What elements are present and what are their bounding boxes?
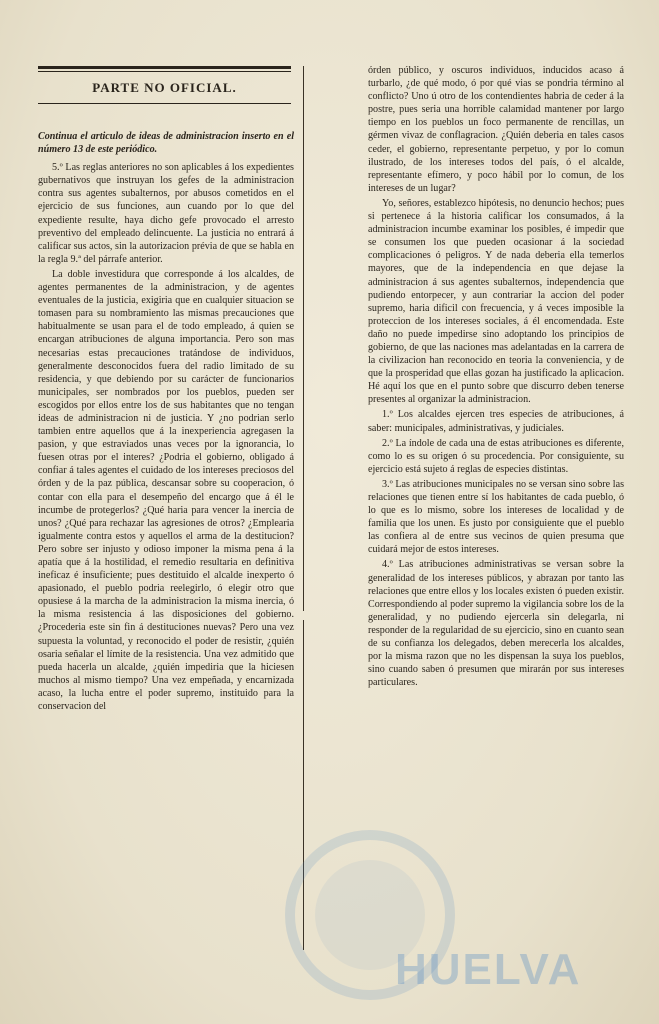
paragraph: 3.º Las atribuciones municipales no se versan sino sobre las relaciones que tienen entre sí los habitantes de cada pueblo, ó lo que es lo mismo, sobre los intereses de localidad y de familia que los unen. Es justo por consiguiente que el pueblo las confiera al de entre sus vecinos de quien presuma que cuidará mejor de estos intereses. (368, 478, 624, 556)
watermark-text: HUELVA (395, 945, 582, 994)
paragraph: Yo, señores, establezco hipótesis, no denuncio hechos; pues si pertenece á la historia calificar los consumados, á la administracion incumbe examinar los posibles, é impedir que se consumen los que pueden ocasionar á la sociedad complicaciones ó peligros. Y de nada deberia ella temerlos mayores, que de la independencia en que dejase la administracion á sus agentes subalternos, independencia que pudiendo entorpecer, y aun contrariar la accion del poder supremo, haria dificil con frecuencia, y á veces imposible la proteccion de los intereses sociales, á él encomendada. Este daño no puede impedirse sino adoptando los principios de gobierno, de que las naciones mas adelantadas en la carrera de la civilizacion han reconocido en teoria la conveniencia, y de que la prosperidad que ellas gozan ha justificado la aplicacion. Hé aquí los que en el punto sobre que discurro deben tenerse presentes al organizar la administracion. (368, 197, 624, 406)
paragraph: 2.º La índole de cada una de estas atribuciones es diferente, como lo es su origen ó su procedencia. Por consiguiente, su ejercicio está sujeto á reglas de especies distintas. (368, 437, 624, 475)
top-rule (38, 66, 291, 69)
right-column (368, 64, 624, 689)
paragraph: 5.º Las reglas anteriores no son aplicables á los expedientes gubernativos que instruyan los gefes de la administracion contra sus agentes subalternos, por abusos cometidos en el ejercicio de sus funciones, aun cuando por lo que del expediente resulte, haya dicho gefe provocado el arresto preventivo del empleado delincuente. La justicia no entrará á calificar sus actos, sin la autorizacion prévia de que se habla en la regla 9.ª del párrafe anterior. (38, 162, 294, 265)
column-divider (303, 66, 304, 611)
paragraph: órden público, y oscuros individuos, inducidos acaso á turbarlo, ¿de qué modo, ó por qué vias se pondria término al conflicto? Uno ú otro de los contendientes habria de ceder á la postre, pues seria una horrible calamidad mantener por largo tiempo en los pueblos un foco permanente de rencillas, un gérmen vivaz de conflagracion. ¿Quién deberia en tales casos ceder, el gobierno, representante perpetuo, y por lo comun ilustrado, de los intereses todos del país, ó el alcalde, representante efímero, y poco hábil por lo comun, de los intereses de un lugar? (368, 65, 624, 194)
left-column (38, 130, 294, 713)
article-intro: Continua el articulo de ideas de administracion inserto en el número 13 de este periódico. (38, 131, 294, 156)
paragraph: 4.º Las atribuciones administrativas se versan sobre la generalidad de los intereses públicos, y abrazan por tanto las relaciones que entre ellos y los locales existen ó pueden existir. Correspondiendo al poder supremo la vigilancia sobre los de la generalidad, y no pudiendo ejercerla sin delegarla, ni responder de la regularidad de su ejercicio, sino en cuanto sean de su confianza los delegados, deben merecerla los alcaldes, por la misma razon que no les dispensan la suya los pueblos, sino cuando saben ó presumen que mirarán por sus intereses particulares. (368, 559, 624, 689)
paragraph: La doble investidura que corresponde á los alcaldes, de agentes permanentes de la administracion, y de agentes eventuales de la justicia, exigiria que en cualquier situacion se tomasen para su nombramiento las mismas precauciones que habitualmente se usan para el de todo empleado, á quien se encargan atribuciones de alguna importancia. Pero son mas necesarias estas precauciones tratándose de individuos, generalmente desconocidos fuera del radio limitado de su residencia, y que debiendo por su carácter de funcionarios municipales, ser nombrados por los pueblos, pueden ser escogidos por ellos entre los de sus habitantes que no tengan ideas de administracion ni de justicia. Y ¿no podrian serlo tambien entre aquellos que á la inexperiencia agregasen la pasion, y que estraviados unas veces por la ignorancia, lo fuesen otras por el interes? ¿Podria el gobierno, obligado á confiar á tales agentes el cuidado de los intereses preciosos del órden y de la paz pública, descansar sobre su cooperacion, ó contar con ella para el desempeño del encargo que á él le incumbe de protegerlos? ¿Qué haria para vencer la inercia de unos? ¿Qué para rechazar las agresiones de otros? ¿Emplearia igualmente contra estos y aquellos el arma de la destitucion? Pero sobre ser injusto y odioso imponer la misma pena á la apatía que á la hostilidad, el remedio resultaria en definitiva ineficaz é insuficiente; pues destituido el alcalde inexperto ó apasionado, el pueblo podria reelegirlo, ó elegir otro que opusiese á la marcha de la administracion la misma inercia, ó la misma resistencia á las disposiciones del gobierno. ¿Procederia este sin fin á destituciones nuevas? Pero una vez supuesta la voluntad, y reconocido el poder de resistir, ¿quién osaria señalar el límite de la resistencia. Una vez admitido que pueda hacerla un alcalde, ¿quién impediria que la hiciesen muchos al mismo tiempo? Una vez empeñada, y encarnizada acaso, la lucha entre el poder supremo, instituido para la conservacion del (38, 268, 294, 713)
heading-rule (38, 103, 291, 104)
top-rule-thin (38, 71, 291, 72)
paragraph: 1.º Los alcaldes ejercen tres especies de atribuciones, á saber: municipales, administrativas, y judiciales. (368, 409, 624, 434)
section-heading: PARTE NO OFICIAL. (92, 80, 237, 95)
